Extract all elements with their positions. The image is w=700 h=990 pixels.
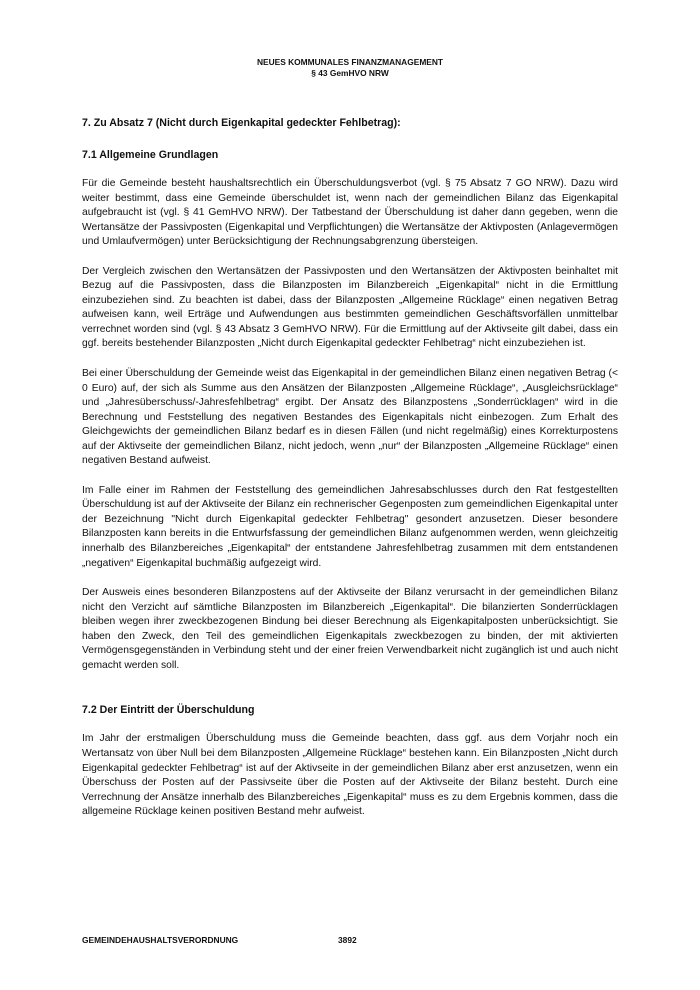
paragraph: Für die Gemeinde besteht haushaltsrechtlich ein Überschuldungsverbot (vgl. § 75 Absatz 7 GO NRW). Dazu wird weiter bestimmt, dass eine Gemeinde überschuldet ist, wenn nach der gemeindlichen Bilanz das Eigenkapital aufgebraucht ist (vgl. § 41 GemHVO NRW). Der Tatbestand der Überschuldung ist daher dann gegeben, wenn die Wertansätze der Passivposten (Eigenkapital und Verpflichtungen) die Wertansätze der Aktivposten (Anlagevermögen und Umlaufvermögen) unter Berücksichtigung der Rechnungsabgrenzung übersteigen.	[82, 178, 618, 248]
document-body	[82, 116, 618, 835]
page-footer	[82, 935, 382, 945]
page-number: 3892	[338, 935, 357, 945]
paragraph: Bei einer Überschuldung der Gemeinde weist das Eigenkapital in der gemeindlichen Bilanz einen negativen Betrag (< 0 Euro) auf, der sich als Summe aus den Ansätzen der Bilanzposten „Allgemeine Rücklage“, „Ausgleichsrücklage“ und „Jahresüberschuss/-Jahresfehlbetrag“ ergibt. Der Ansatz des Bilanzpostens „Sonderrücklagen“ wird in die Berechnung und Feststellung des negativen Bestandes des Eigenkapitals nicht einbezogen. Zum Erhalt des Gleichgewichts der gemeindlichen Bilanz bedarf es in diesen Fällen (und nicht regelmäßig) eines Korrekturpostens auf der Aktivseite der gemeindlichen Bilanz, nicht jedoch, wenn „nur“ der Bilanzposten „Allgemeine Rücklage“ einen negativen Bestand aufweist.	[82, 368, 618, 467]
section-title: 7. Zu Absatz 7 (Nicht durch Eigenkapital gedeckter Fehlbetrag):	[82, 117, 401, 129]
header-title: NEUES KOMMUNALES FINANZMANAGEMENT	[256, 57, 444, 67]
footer-label: GEMEINDEHAUSHALTSVERORDNUNG	[82, 935, 239, 945]
paragraph: Der Ausweis eines besonderen Bilanzpostens auf der Aktivseite der Bilanz verursacht in der gemeindlichen Bilanz nicht den Verzicht auf sämtliche Bilanzposten im Bilanzbereich „Eigenkapital“. Die bilanzierten Sonderrücklagen bleiben wegen ihrer zweckbezogenen Bindung bei dieser Berechnung als Eigenkapitalposten unberücksichtigt. Sie haben den Zweck, den Teil des gemeindlichen Eigenkapitals zweckbezogen zu binden, der mit aktivierten Vermögensgegenständen in Verbindung steht und der einer freien Verwendbarkeit nicht zugänglich ist und auch nicht gemacht werden soll.	[82, 587, 618, 671]
page-header	[0, 57, 700, 79]
paragraph: Der Vergleich zwischen den Wertansätzen der Passivposten und den Wertansätzen der Aktivposten beinhaltet mit Bezug auf die Passivposten, dass die Bilanzposten im Bilanzbereich „Eigenkapital“ nicht in die Ermittlung einzubeziehen sind. Zu beachten ist dabei, dass der Bilanzposten „Allgemeine Rücklage“ einen negativen Betrag aufweisen kann, weil Erträge und Aufwendungen aus bestimmten gemeindlichen Geschäftsvorfällen unmittelbar verrechnet worden sind (vgl. § 43 Absatz 3 GemHVO NRW). Für die Ermittlung auf der Aktivseite gilt dabei, dass ein ggf. bereits bestehender Bilanzposten „Nicht durch Eigenkapital gedeckter Fehlbetrag“ nicht einzubeziehen ist.	[82, 265, 618, 350]
header-subtitle: § 43 GemHVO NRW	[311, 68, 389, 78]
subsection-title: 7.1 Allgemeine Grundlagen	[82, 149, 219, 161]
subsection-title: 7.2 Der Eintritt der Überschuldung	[82, 704, 255, 717]
paragraph: Im Jahr der erstmaligen Überschuldung muss die Gemeinde beachten, dass ggf. aus dem Vorjahr noch ein Wertansatz von über Null bei dem Bilanzposten „Allgemeine Rücklage“ bestehen kann. Ein Bilanzposten „Nicht durch Eigenkapital gedeckter Fehlbetrag“ ist auf der Aktivseite in der gemeindlichen Bilanz aber erst anzusetzen, wenn ein Überschuss der Posten auf der Passivseite über die Posten auf der Aktivseite der Bilanz besteht. Durch eine Verrechnung der Ansätze innerhalb des Bilanzbereiches „Eigenkapital“ muss es zu dem Ergebnis kommen, dass die allgemeine Rücklage keinen positiven Bestand mehr aufweist.	[82, 733, 618, 818]
paragraph: Im Falle einer im Rahmen der Feststellung des gemeindlichen Jahresabschlusses durch den Rat festgestellten Überschuldung ist auf der Aktivseite der Bilanz ein rechnerischer Gegenposten zum gemeindlichen Eigenkapital unter der Bezeichnung "Nicht durch Eigenkapital gedeckter Fehlbetrag" gesondert anzusetzen. Dieser besondere Bilanzposten kann bereits in die Entwurfsfassung der gemeindlichen Bilanz aufgenommen werden, wenn gleichzeitig innerhalb des Bilanzbereiches „Eigenkapital“ der entstandene Jahresfehlbetrag zusammen mit dem entstandenen „negativen“ Eigenkapital buchmäßig aufgezeigt wird.	[82, 484, 618, 569]
